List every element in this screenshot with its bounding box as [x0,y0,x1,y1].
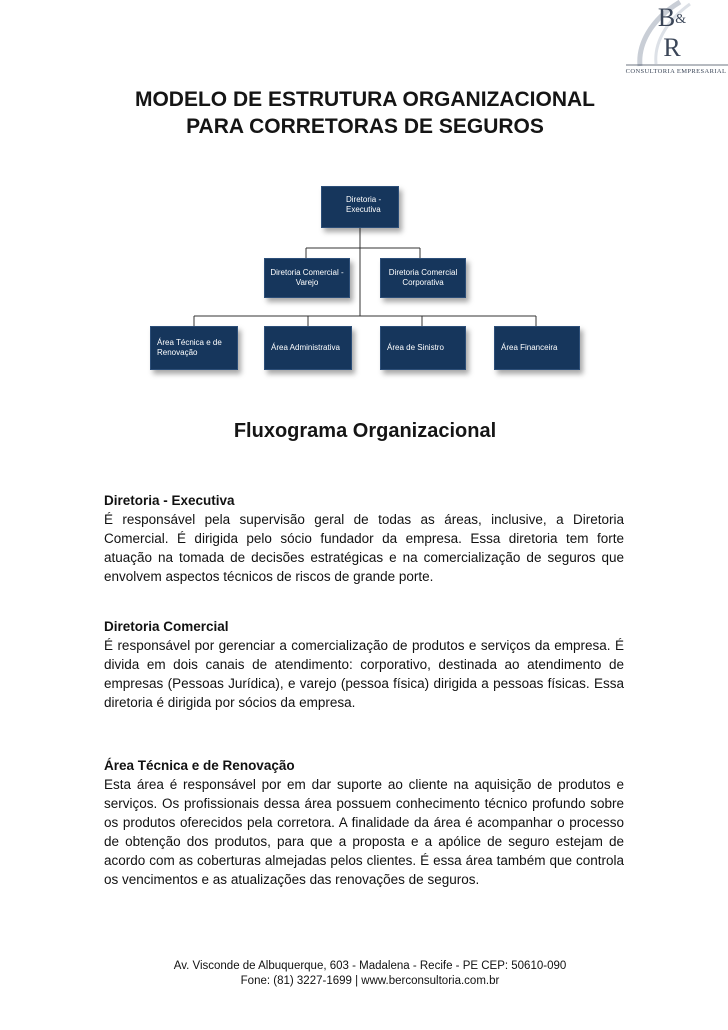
chart-caption: Fluxograma Organizacional [233,420,497,442]
footer-address: Av. Visconde de Albuquerque, 603 - Madalena - Recife - PE CEP: 50610-090 [173,960,567,972]
logo-letter-r: R [663,33,681,63]
org-chart [0,0,728,400]
org-box-area-sinistro: Área de Sinistro [380,326,466,370]
section-body-area-tecnica: Esta área é responsável por em dar suporte ao cliente na aquisição de produtos e serviços. Os profissionais dessa área possuem conhecimento técnico profundo sobre os produtos oferecidos pela corretora. A finalidade da área é acompanhar o processo de obtenção dos produtos, para que a proposta e a apólice de seguro estejam de acordo com as coberturas almejadas pelos clientes. É essa área também que controla os vencimentos e as atualizações das renovações de seguros. [104,777,624,887]
org-box-diretoria-comercial-corporativa: Diretoria Comercial Corporativa [380,258,466,298]
logo-subtitle: CONSULTORIA EMPRESARIAL [625,68,727,75]
org-box-area-tecnica: Área Técnica e de Renovação [150,326,238,370]
section-heading-diretoria-executiva: Diretoria - Executiva [104,493,235,508]
org-box-diretoria-executiva: Diretoria - Executiva [321,186,399,228]
org-box-area-financeira: Área Financeira [494,326,580,370]
logo-ampersand: & [675,12,687,28]
section-heading-area-tecnica: Área Técnica e de Renovação [104,758,295,773]
page-title-line-1: MODELO DE ESTRUTURA ORGANIZACIONAL [134,88,596,111]
page-title-line-2: PARA CORRETORAS DE SEGUROS [186,115,544,138]
section-heading-diretoria-comercial: Diretoria Comercial [104,619,229,634]
logo-letter-b: B [657,3,676,32]
footer-contact: Fone: (81) 3227-1699 | www.berconsultoria.com.br [240,975,500,987]
page-footer [100,959,640,989]
section-body-diretoria-comercial: É responsável por gerenciar a comercialização de produtos e serviços da empresa. É divida em dois canais de atendimento: corporativo, destinada ao atendimento de empresas (Pessoas Jurídica), e varejo (pessoa física) dirigida a pessoas físicas. Essa diretoria é dirigida por sócios da empresa. [104,638,624,710]
org-box-diretoria-comercial-varejo: Diretoria Comercial - Varejo [264,258,350,298]
section-body-diretoria-executiva: É responsável pela supervisão geral de todas as áreas, inclusive, a Diretoria Comercial. É dirigida pelo sócio fundador da empresa. Essa diretoria tem forte atuação na tomada de decisões estratégicas e na comercialização de seguros que envolvem aspectos técnicos de riscos de grande porte. [104,512,624,584]
org-box-area-administrativa: Área Administrativa [264,326,352,370]
